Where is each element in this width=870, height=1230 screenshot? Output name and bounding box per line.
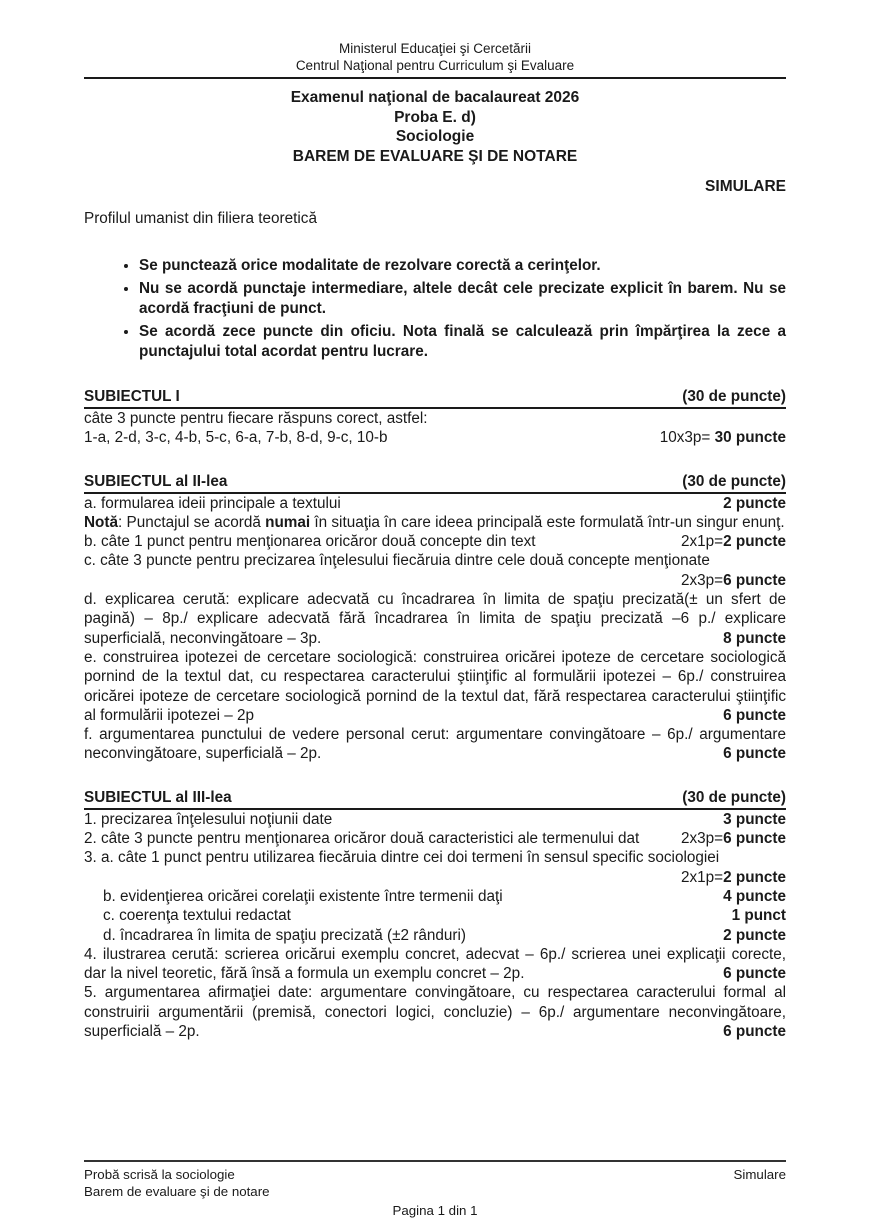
rubric-item-3-3a [84,848,786,867]
rubric-item-2e [84,648,786,725]
section1-intro: câte 3 puncte pentru fiecare răspuns corect, astfel: [84,410,428,427]
score-points: 2 puncte [723,494,786,512]
rubric-item-3-1 [84,810,786,829]
exam-title: Examenul naţional de bacalaureat 2026 [290,89,580,106]
section3-points: (30 de puncte) [682,788,786,806]
footer-row [84,1166,786,1200]
score-points: 30 puncte [714,429,786,447]
score-group [681,532,786,551]
ministry-header [84,40,786,79]
score-points: 8 puncte [723,629,786,647]
rule-item: • Nu se acordă punctaje intermediare, altele decât cele precizate explicit în barem. Nu se acordă fracţiuni de punct. [139,279,786,319]
score-calc: 10x3p= [659,429,715,447]
score-points: 1 punct [731,907,786,925]
score-points: 4 puncte [723,887,786,905]
score-points: 2 puncte [723,868,786,886]
page-number: Pagina 1 din 1 [392,1203,478,1218]
section1-points: (30 de puncte) [682,388,786,405]
item-text: b. evidenţierea oricărei corelaţii existente între termenii daţi [103,887,503,905]
item-text: c. câte 3 puncte pentru precizarea înţelesului fiecăruia dintre cele două concepte menţionate [84,552,710,570]
rubric-item-3-3a-score [84,868,786,887]
note-label: Notă [84,513,118,531]
score-points: 6 puncte [723,571,786,589]
section1-score [660,428,786,447]
section2-points: (30 de puncte) [682,472,786,490]
score-points: 2 puncte [723,926,786,944]
item-text: f. argumentarea punctului de vedere personal cerut: argumentare convingătoare – 6p./ argumentare neconvingătoare, superficială – 2p. [84,726,786,763]
score-points: 2 puncte [723,533,786,551]
section1-answers-row [84,428,786,447]
note-emphasis: numai [265,513,311,531]
rubric-item-2c-score [84,571,786,590]
rubric-item-3-3c [84,906,786,925]
section3-title: SUBIECTUL al III-lea [84,788,232,806]
footer-simulare: Simulare [733,1167,786,1182]
profile-line: Profilul umanist din filiera teoretică [84,210,317,227]
ministry-line1: Ministerul Educaţiei şi Cercetării [338,41,532,56]
general-rules-list [84,256,786,362]
note-text: : Punctajul se acordă [118,513,266,531]
rubric-item-2d [84,590,786,648]
rule-item: • Se punctează orice modalitate de rezolvare corectă a cerinţelor. [139,256,786,276]
item-text: 3. a. câte 1 punct pentru utilizarea fiecăruia dintre cei doi termeni în sensul specific sociologiei [84,849,720,867]
footer-left [84,1166,270,1200]
footer-subject: Probă scrisă la sociologie [84,1167,235,1182]
section1-heading [84,387,786,409]
footer-barem: Barem de evaluare şi de notare [84,1184,270,1199]
score-points: 6 puncte [723,965,786,983]
score-points: 3 puncte [723,810,786,828]
item-text: 5. argumentarea afirmaţiei date: argumentare convingătoare, cu respectarea caracterului formal al construirii argumentării (premisă, conectori logici, concluzie) – 6p./ argumentare neconvingătoare, superficială – 2p. [84,984,786,1041]
ministry-line2: Centrul Naţional pentru Curriculum şi Evaluare [295,58,575,73]
item-text: d. explicarea cerută: explicare adecvată cu încadrarea în limita de spaţiu precizată(± un sfert de pagină) – 8p./ explicare adecvată fără încadrarea în limita de spaţiu precizată –6 p./ explicare superficială, neconvingătoare – 3p. [84,591,786,647]
subject-line: Sociologie [395,128,475,145]
item-text: 4. ilustrarea cerută: scrierea oricărui exemplu concret, adecvat – 6p./ scrierea unei explicaţii corecte, dar la nivel teoretic, fără însă a formula un exemplu concret – 2p. [84,945,786,983]
item-text: 2. câte 3 puncte pentru menţionarea oricăror două caracteristici ale termenului dat [84,830,640,848]
title-block [84,88,786,166]
rubric-item-2b [84,532,786,551]
item-text: 1. precizarea înţelesului noţiunii date [84,810,333,828]
proba-line: Proba E. d) [394,108,476,126]
score-points: 6 puncte [723,745,786,763]
score-group [681,829,786,848]
item-text: b. câte 1 punct pentru menţionarea oricăror două concepte din text [84,533,536,551]
page-footer [84,1160,786,1219]
section2-title: SUBIECTUL al II-lea [84,472,228,490]
simulare-label: SIMULARE [705,178,786,195]
rule-item: • Se acordă zece puncte din oficiu. Nota finală se calculează prin împărţirea la zece a punctajului total acordat pentru lucrare. [139,322,786,362]
rubric-item-2f [84,725,786,764]
rubric-note [84,513,786,532]
item-text: a. formularea ideii principale a textului [84,494,341,512]
score-points: 6 puncte [723,830,786,848]
section1-answers: 1-a, 2-d, 3-c, 4-b, 5-c, 6-a, 7-b, 8-d, 9-c, 10-b [84,429,388,447]
score-points: 6 puncte [723,1023,786,1041]
barem-title: BAREM DE EVALUARE ŞI DE NOTARE [292,147,578,165]
rubric-item-3-3d [84,926,786,945]
rubric-item-3-3b [84,887,786,906]
section2-heading [84,472,786,494]
note-text: în situaţia în care ideea principală este formulată într-un singur enunţ. [310,513,785,531]
rubric-item-2a [84,494,786,513]
section3-heading [84,788,786,810]
section1-title: SUBIECTUL I [84,388,180,405]
score-calc: 2x3p= [680,571,724,589]
score-calc: 2x3p= [680,830,724,848]
score-calc: 2x1p= [680,533,724,551]
item-text: e. construirea ipotezei de cercetare sociologică: construirea oricărei ipoteze de cercetare sociologică pornind de la textul dat, cu respectarea caracterului ştiinţific al formulării ipotezei – 6p./ construirea oricărei ipoteze de cercetare sociologică pornind de la textul dat, fără respectarea caracterului ştiinţific al formulării ipotezei – 2p [84,648,786,724]
score-points: 6 puncte [723,706,786,724]
item-text: d. încadrarea în limita de spaţiu precizată (±2 rânduri) [103,926,466,944]
rubric-item-3-2 [84,829,786,848]
rubric-item-3-4 [84,945,786,984]
rubric-item-2c [84,551,786,570]
rubric-item-3-5 [84,983,786,1041]
score-calc: 2x1p= [680,868,724,886]
item-text: c. coerenţa textului redactat [103,907,291,925]
